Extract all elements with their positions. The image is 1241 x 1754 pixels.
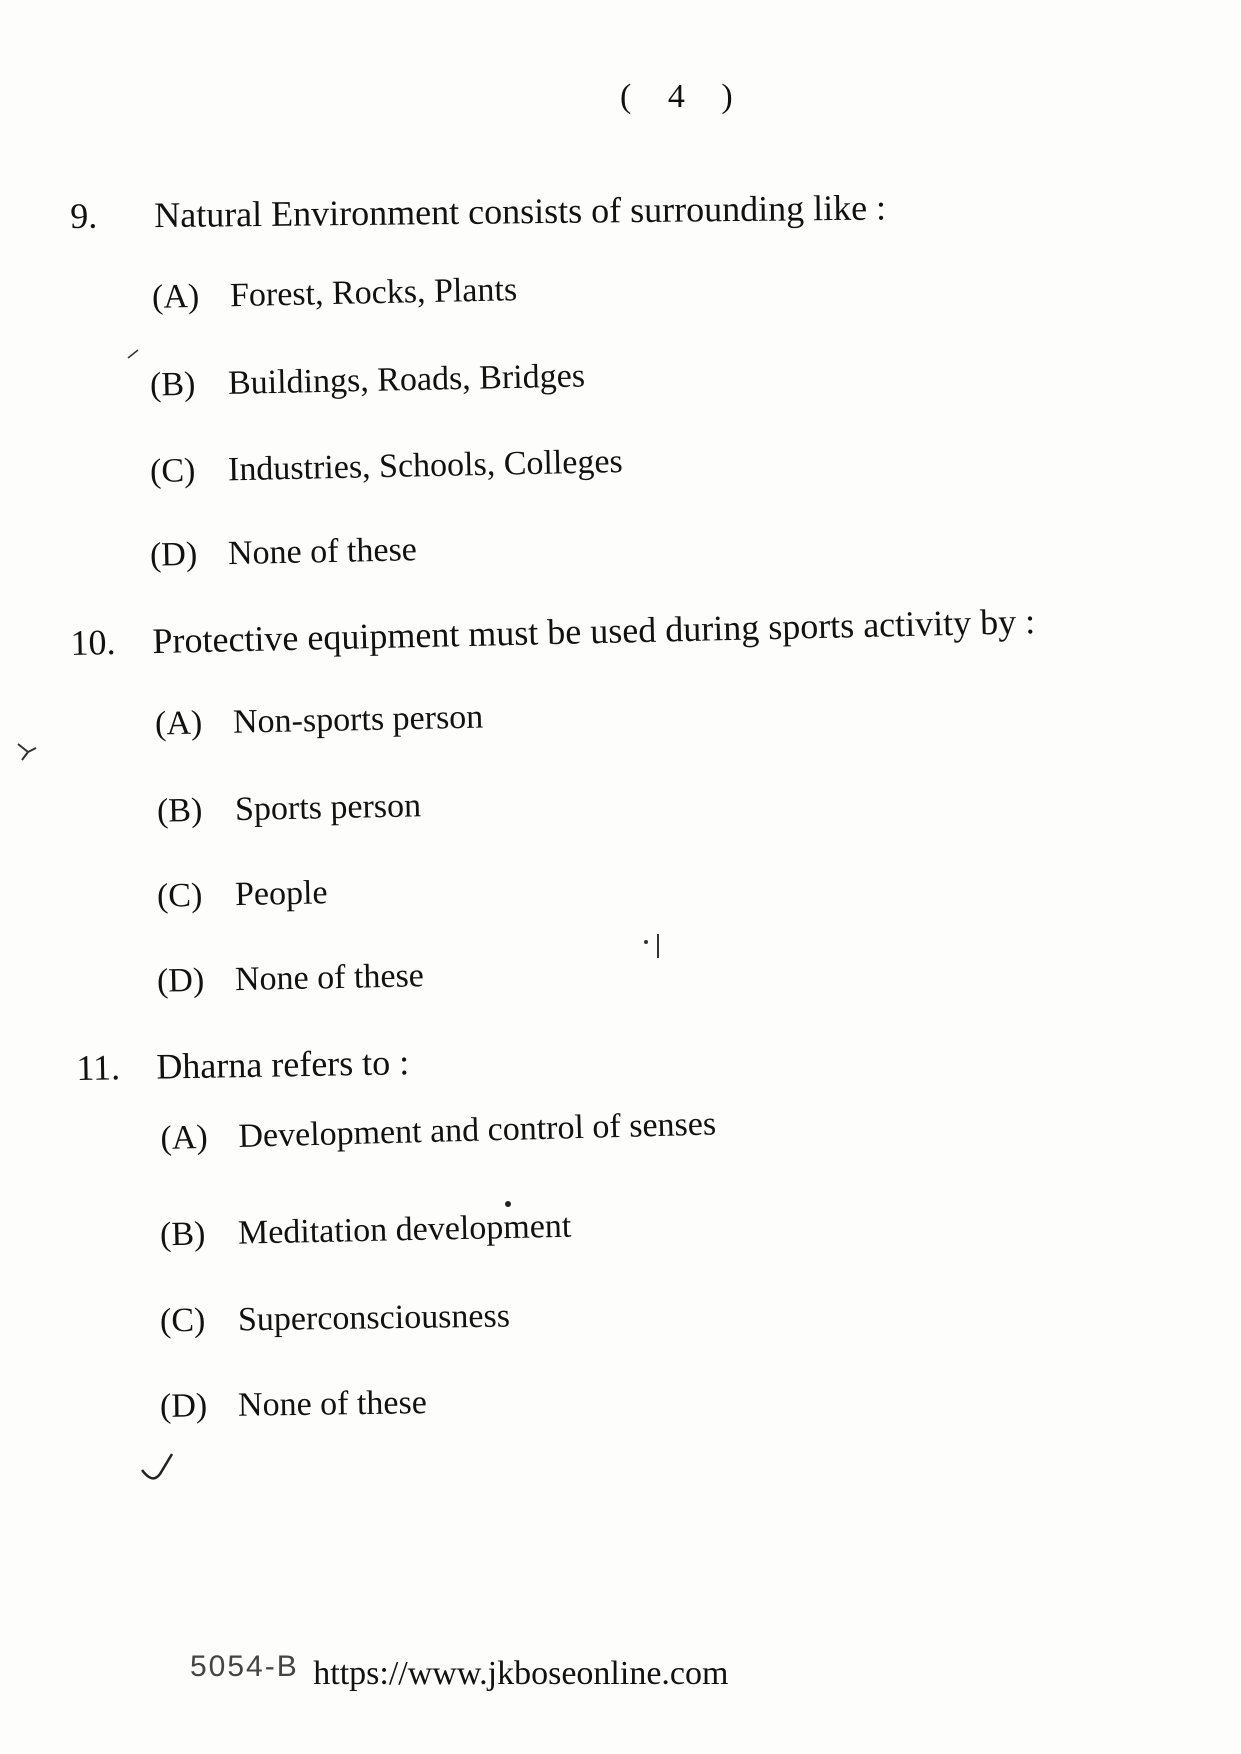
option-11-c	[160, 1298, 510, 1341]
option-9-b	[150, 357, 586, 404]
pen-scribble-mark	[14, 738, 44, 768]
question-number: 11.	[76, 1047, 121, 1088]
option-label: (D)	[156, 961, 205, 1000]
option-text: People	[234, 874, 328, 914]
option-text: Non-sports person	[232, 698, 484, 741]
option-label: (A)	[151, 277, 200, 316]
question-text: Protective equipment must be used during sports activity by :	[152, 601, 1036, 662]
option-label: (C)	[149, 452, 196, 490]
answer-tick-mark	[138, 1448, 188, 1488]
option-text: Forest, Rocks, Plants	[229, 271, 518, 315]
option-label: (B)	[149, 365, 196, 404]
question-number: 9.	[70, 195, 98, 236]
option-text: Buildings, Roads, Bridges	[227, 357, 586, 402]
footer	[190, 1650, 728, 1693]
option-label: (D)	[149, 535, 198, 574]
option-label: (C)	[159, 1301, 206, 1340]
option-9-d	[150, 531, 418, 575]
footer-url[interactable]: https://www.jkboseonline.com	[313, 1655, 729, 1692]
question-number: 10.	[70, 621, 116, 663]
option-text: None of these	[234, 957, 425, 999]
paper-code: 5054-B	[190, 1650, 299, 1683]
pen-tick-mark	[126, 342, 146, 362]
option-10-d	[157, 957, 425, 1001]
question-text: Dharna refers to :	[156, 1042, 410, 1087]
option-11-a	[160, 1105, 717, 1158]
pen-dot-mark	[640, 928, 670, 968]
option-10-b	[157, 787, 422, 831]
option-11-b	[160, 1208, 572, 1255]
option-text: Sports person	[234, 787, 422, 829]
option-text: None of these	[237, 1384, 428, 1424]
option-10-a	[155, 699, 484, 744]
option-text: Development and control of senses	[237, 1105, 717, 1155]
question-text: Natural Environment consists of surrounding like :	[154, 187, 887, 236]
option-11-d	[160, 1384, 427, 1426]
option-label: (A)	[160, 1118, 209, 1157]
option-9-c	[150, 443, 623, 491]
option-text: None of these	[227, 531, 418, 573]
option-label: (A)	[154, 704, 203, 743]
pen-dot-mark	[502, 1198, 514, 1210]
option-label: (B)	[156, 791, 203, 830]
option-label: (D)	[159, 1387, 208, 1425]
option-9-a	[152, 271, 518, 317]
option-text: Superconsciousness	[237, 1297, 511, 1339]
page-number: ( 4 )	[620, 78, 747, 115]
option-text: Meditation development	[237, 1207, 572, 1252]
option-label: (B)	[159, 1215, 206, 1254]
option-label: (C)	[156, 876, 203, 915]
option-text: Industries, Schools, Colleges	[227, 443, 624, 489]
option-10-c	[157, 874, 328, 916]
